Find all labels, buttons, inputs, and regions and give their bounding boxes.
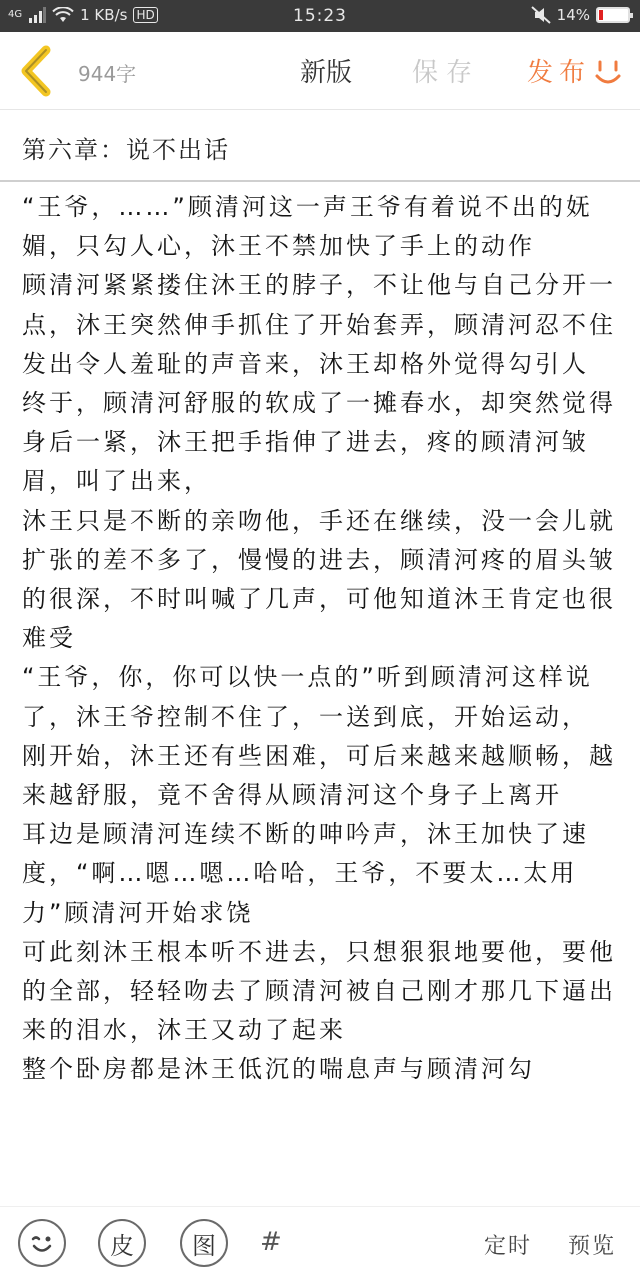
- preview-button[interactable]: 预览: [568, 1234, 617, 1259]
- image-button[interactable]: 图: [180, 1219, 228, 1267]
- word-count: 944字: [78, 62, 137, 86]
- content-paragraph: 耳边是顾清河连续不断的呻吟声，沐王加快了速度，“啊…嗯…嗯…哈哈，王爷，不要太…太用力”顾清河开始求饶: [22, 820, 589, 927]
- wink-face-icon: [26, 1227, 58, 1259]
- content-paragraph: “王爷，你，你可以快一点的”听到顾清河这样说了，沐王爷控制不住了，一送到底，开始运动，: [22, 663, 593, 731]
- battery-fill: [599, 10, 603, 20]
- bottom-bar: [0, 1206, 640, 1280]
- save-button[interactable]: 保存: [412, 58, 481, 88]
- battery-icon: [596, 7, 630, 23]
- content-paragraph: 终于，顾清河舒服的软成了一摊春水，却突然觉得身后一紧，沐王把手指伸了进去，疼的顾清河皱眉，叫了出来，: [22, 389, 616, 496]
- battery-percent: 14%: [556, 6, 590, 24]
- content-paragraph: 刚开始，沐王还有些困难，可后来越来越顺畅，越来越舒服，竟不舍得从顾清河这个身子上离开: [22, 741, 616, 810]
- editor-toolbar: [0, 32, 640, 110]
- network-speed: 1 KB/s: [80, 6, 128, 24]
- smile-icon[interactable]: [592, 56, 624, 88]
- hashtag-button[interactable]: #: [260, 1227, 282, 1257]
- network-type: 4G: [8, 9, 23, 20]
- timer-button[interactable]: 定时: [484, 1234, 533, 1259]
- content-paragraph: 整个卧房都是沐王低沉的喘息声与顾清河勾: [22, 1055, 535, 1084]
- content-editor[interactable]: [22, 188, 626, 1200]
- back-arrow-icon[interactable]: [12, 44, 60, 98]
- content-paragraph: 沐王只是不断的亲吻他，手还在继续，没一会儿就扩张的差不多了，慢慢的进去，顾清河疼的眉头皱的很深，不时叫喊了几声，可他知道沐王肯定也很难受: [22, 506, 616, 653]
- emoji-button[interactable]: [18, 1219, 66, 1267]
- status-bar: [0, 0, 640, 32]
- skin-button[interactable]: 皮: [98, 1219, 146, 1267]
- hd-badge: HD: [133, 7, 157, 23]
- chapter-title-field[interactable]: 第六章：说不出话: [0, 110, 640, 182]
- content-paragraph: 可此刻沐王根本听不进去，只想狠狠地要他，要他的全部，轻轻吻去了顾清河被自己刚才那几下逼出来的泪水，沐王又动了起来: [22, 937, 616, 1045]
- new-version-button[interactable]: 新版: [300, 58, 353, 88]
- content-paragraph: 顾清河紧紧搂住沐王的脖子，不让他与自己分开一点，沐王突然伸手抓住了开始套弄，顾清河忍不住发出令人羞耻的声音来，沐王却格外觉得勾引人: [22, 271, 616, 378]
- status-right: [531, 6, 630, 24]
- publish-button[interactable]: 发布: [527, 58, 592, 88]
- status-time: 15:23: [293, 6, 347, 26]
- content-paragraph: “王爷，……”顾清河这一声王爷有着说不出的妩媚，只勾人心，沐王不禁加快了手上的动作: [22, 193, 593, 261]
- mute-icon: [531, 6, 551, 24]
